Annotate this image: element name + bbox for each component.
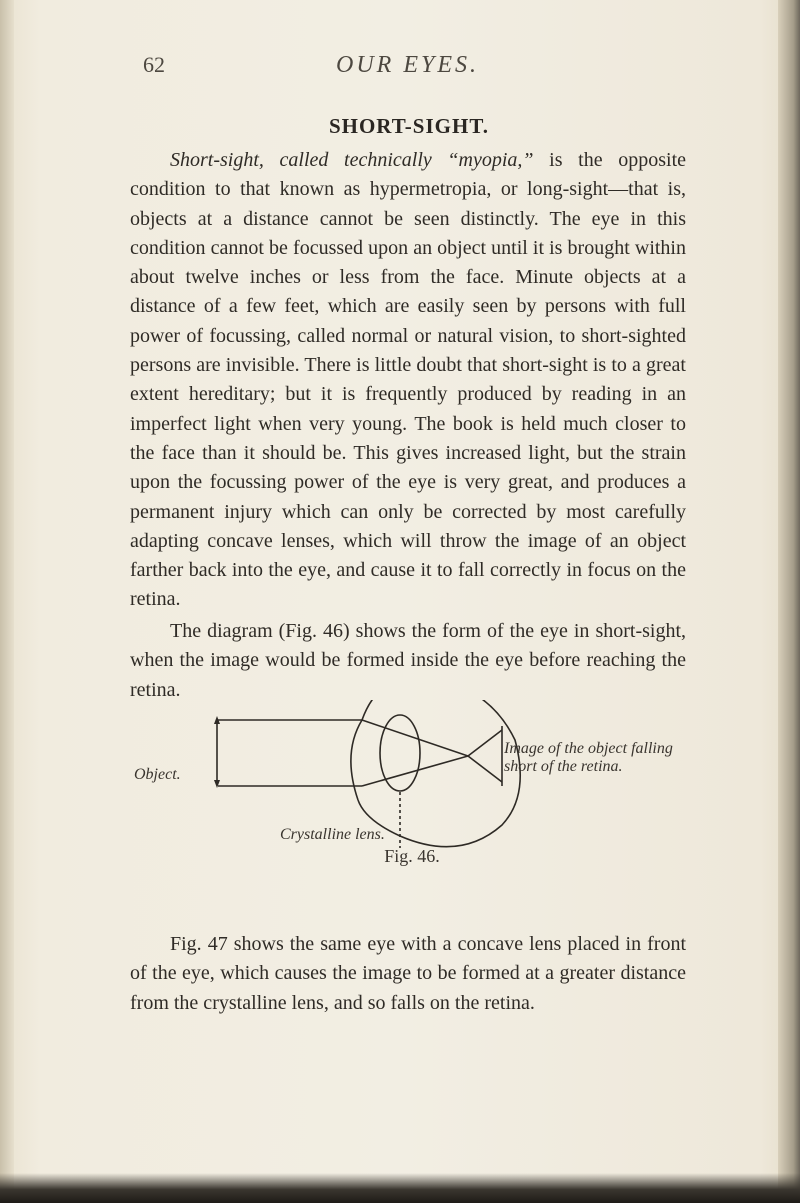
page-edge-shadow <box>778 0 800 1203</box>
figure-caption: Fig. 46. <box>384 846 440 866</box>
page-number: 62 <box>143 52 165 77</box>
paragraph-lead-italic: Short-sight, called technically “myopia,” <box>170 149 534 171</box>
label-crystalline-lens: Crystalline lens. <box>280 826 385 843</box>
running-head: OUR EYES. <box>336 52 479 78</box>
ray-inner-top <box>362 720 468 756</box>
page-bottom-shadow <box>0 1173 800 1203</box>
ray-diverge-bottom <box>468 756 502 782</box>
ray-diverge-top <box>468 730 502 756</box>
paragraph-body: is the opposite condition to that known as hypermetropia, or long-sight—that is, objects at a distance cannot be seen distinctly. The eye in this condition cannot be focussed upon an object until it is brought within about twelve inches or less from the face. Minute objects at a distance of a few feet, which are easily seen by persons with full power of focussing, called normal or natural vision, to short-sighted persons are invisible. There is little doubt that short-sight is to a great extent hereditary; but it is frequently produced by reading in an imperfect light when very young. The book is held much closer to the face than it should be. This gives increased light, but the strain upon the focussing power of the eye is very great, and produces a permanent injury which can only be corrected by most carefully adapting concave lenses, which will throw the image of an object farther back into the eye, and cause it to fall correctly in focus on the retina. <box>130 149 687 611</box>
figure-46 <box>130 700 690 890</box>
label-object: Object. <box>134 766 181 783</box>
paragraph-fig-47: Fig. 47 shows the same eye with a concave lens placed in front of the eye, which causes the image to be formed at a greater distance from the crystalline lens, and so falls on the retina. <box>130 933 686 1014</box>
paragraph-diagram-intro: The diagram (Fig. 46) shows the form of the eye in short-sight, when the image would be formed inside the eye before reaching the retina. <box>130 620 686 701</box>
label-image-falling-short: Image of the object falling short of the retina. <box>504 740 673 775</box>
page-header <box>0 52 800 86</box>
cornea-curve <box>351 720 362 800</box>
page-gutter-shadow <box>0 0 14 1203</box>
ray-inner-bottom <box>362 756 468 786</box>
paragraph-short-sight <box>130 146 686 615</box>
section-title: SHORT-SIGHT. <box>328 114 490 138</box>
